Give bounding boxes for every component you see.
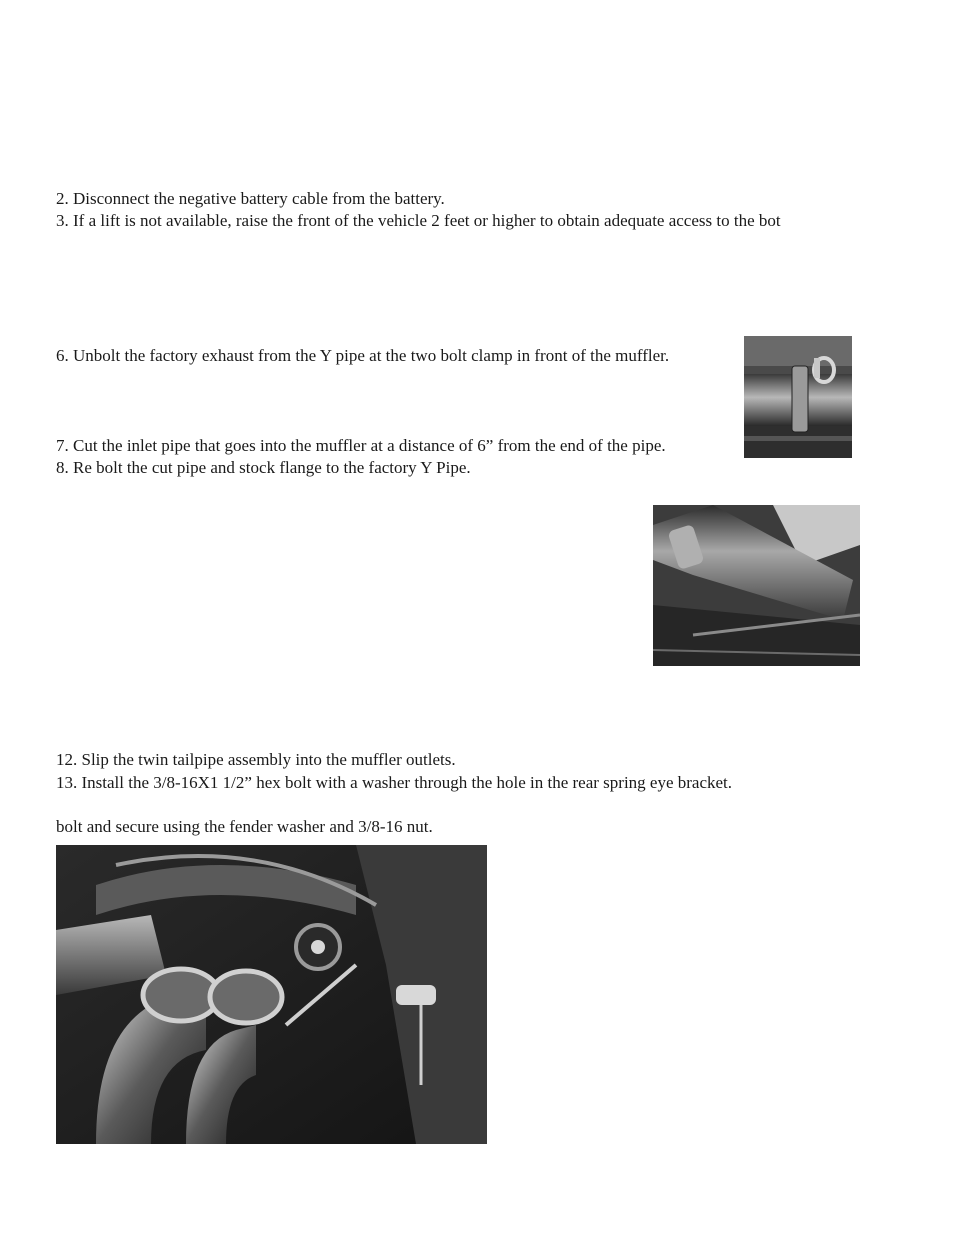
step-7: 7. Cut the inlet pipe that goes into the muffler at a distance of 6” from the end of the pipe.: [56, 436, 666, 455]
step-8: 8. Re bolt the cut pipe and stock flange to the factory Y Pipe.: [56, 458, 471, 477]
photo-exhaust-clamp: [744, 336, 852, 458]
step-12: 12. Slip the twin tailpipe assembly into the muffler outlets.: [56, 750, 456, 769]
photo-muffler-underside: [653, 505, 860, 666]
step-13: 13. Install the 3/8-16X1 1/2” hex bolt with a washer through the hole in the rear spring eye bracket.: [56, 773, 733, 792]
step-6: 6. Unbolt the factory exhaust from the Y pipe at the two bolt clamp in front of the muffler.: [56, 346, 670, 365]
step-14-continued: bolt and secure using the fender washer and 3/8-16 nut.: [56, 817, 433, 836]
photo-twin-tailpipe: [56, 845, 487, 1144]
step-3: 3. If a lift is not available, raise the front of the vehicle 2 feet or higher to obtain adequate access to the bot: [56, 211, 781, 230]
step-2: 2. Disconnect the negative battery cable from the battery.: [56, 189, 445, 208]
